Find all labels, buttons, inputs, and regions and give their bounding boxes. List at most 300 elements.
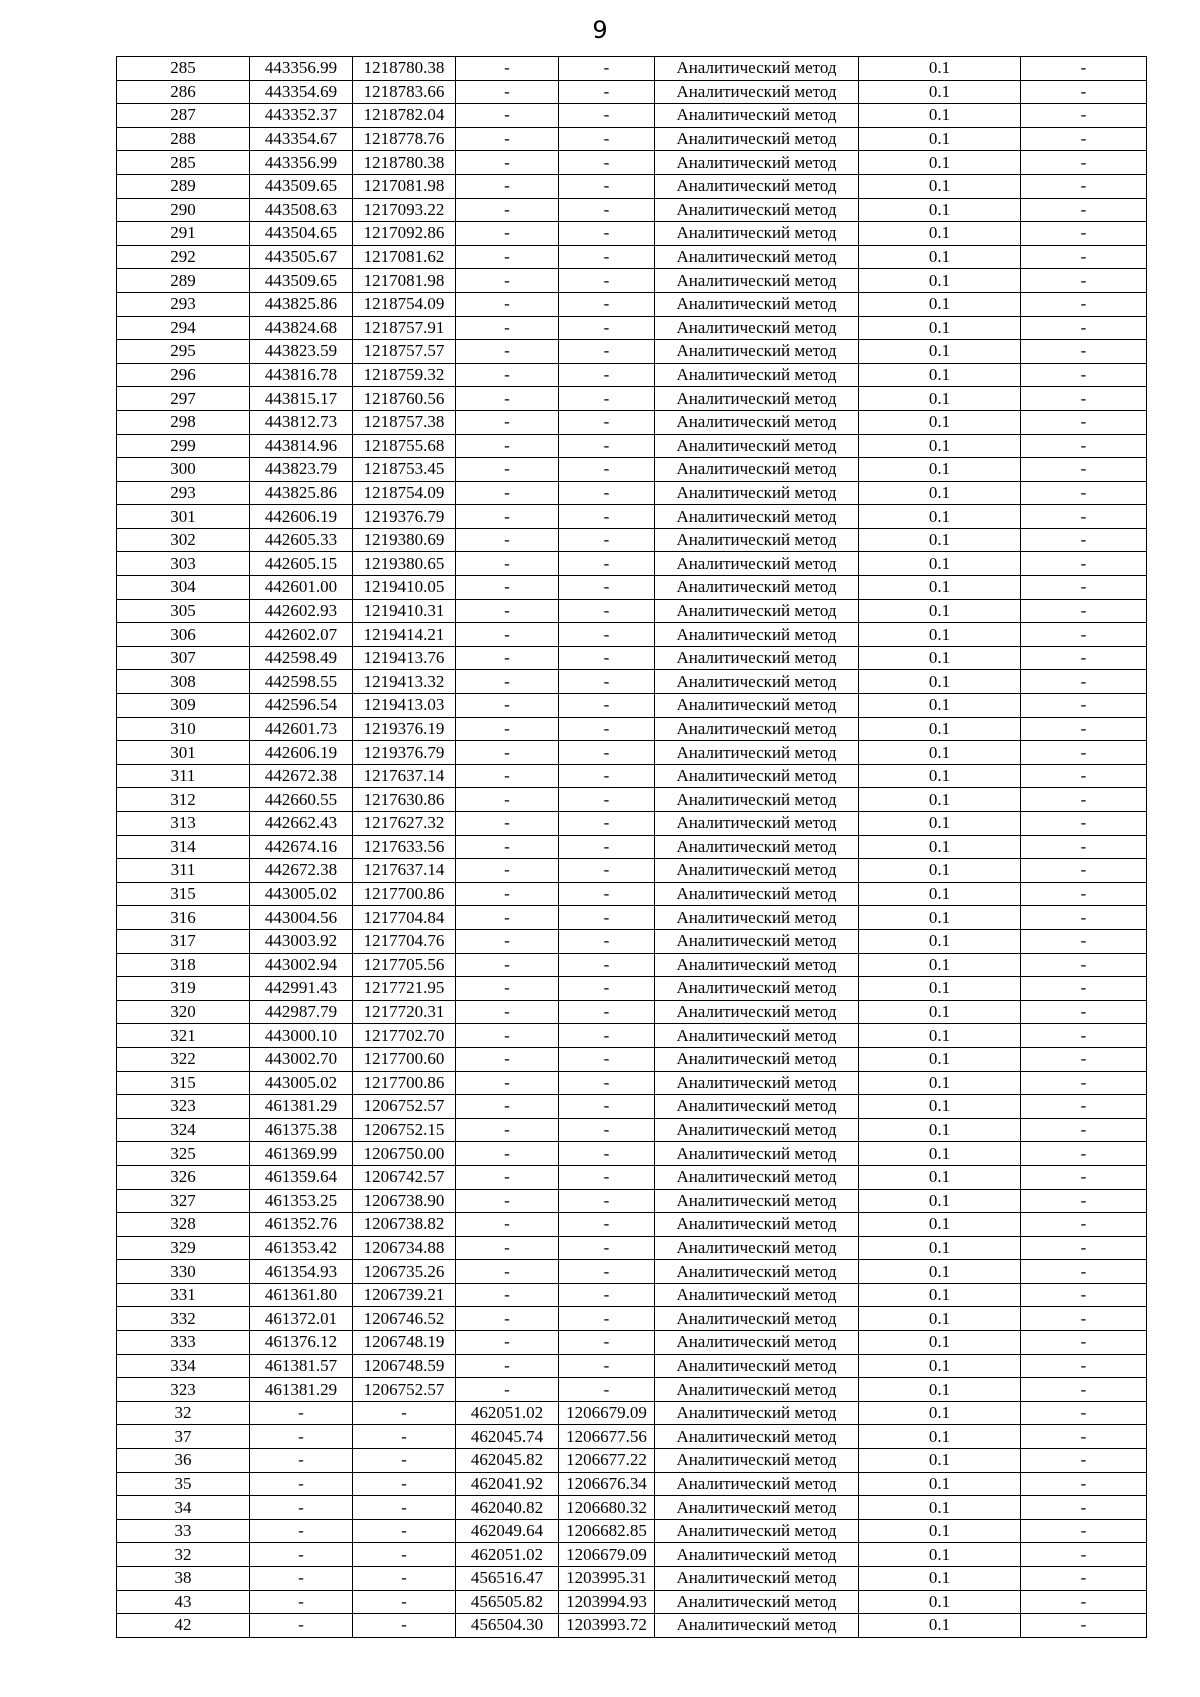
accuracy-cell: 0.1 [859, 505, 1021, 529]
x-new-cell: - [456, 410, 559, 434]
table-row [117, 1213, 1147, 1237]
description-cell: - [1021, 1449, 1147, 1473]
y-existing-cell: 1206738.82 [353, 1213, 456, 1237]
y-existing-cell: 1219413.76 [353, 646, 456, 670]
point-number-cell: 300 [117, 458, 250, 482]
y-new-cell: - [559, 953, 655, 977]
accuracy-cell: 0.1 [859, 1472, 1021, 1496]
description-cell: - [1021, 363, 1147, 387]
point-number-cell: 42 [117, 1614, 250, 1638]
point-number-cell: 291 [117, 222, 250, 246]
x-new-cell: - [456, 741, 559, 765]
y-new-cell: - [559, 576, 655, 600]
method-cell: Аналитический метод [655, 670, 859, 694]
x-new-cell: - [456, 788, 559, 812]
accuracy-cell: 0.1 [859, 977, 1021, 1001]
point-number-cell: 311 [117, 859, 250, 883]
table-row [117, 1189, 1147, 1213]
y-existing-cell: 1219413.32 [353, 670, 456, 694]
accuracy-cell: 0.1 [859, 646, 1021, 670]
description-cell: - [1021, 1472, 1147, 1496]
x-existing-cell: 443508.63 [250, 198, 353, 222]
accuracy-cell: 0.1 [859, 599, 1021, 623]
y-new-cell: - [559, 127, 655, 151]
point-number-cell: 286 [117, 80, 250, 104]
description-cell: - [1021, 1189, 1147, 1213]
method-cell: Аналитический метод [655, 717, 859, 741]
accuracy-cell: 0.1 [859, 1378, 1021, 1402]
table-row [117, 1118, 1147, 1142]
table-row [117, 434, 1147, 458]
x-new-cell: - [456, 316, 559, 340]
y-existing-cell: 1217093.22 [353, 198, 456, 222]
method-cell: Аналитический метод [655, 1165, 859, 1189]
accuracy-cell: 0.1 [859, 434, 1021, 458]
y-existing-cell: 1206742.57 [353, 1165, 456, 1189]
accuracy-cell: 0.1 [859, 1425, 1021, 1449]
description-cell: - [1021, 410, 1147, 434]
table-row [117, 599, 1147, 623]
y-existing-cell: 1206738.90 [353, 1189, 456, 1213]
y-new-cell: - [559, 929, 655, 953]
table-row [117, 127, 1147, 151]
y-existing-cell: 1217704.84 [353, 906, 456, 930]
x-existing-cell: 442602.93 [250, 599, 353, 623]
method-cell: Аналитический метод [655, 1614, 859, 1638]
x-new-cell: - [456, 1331, 559, 1355]
description-cell: - [1021, 599, 1147, 623]
point-number-cell: 323 [117, 1095, 250, 1119]
x-existing-cell: 461353.42 [250, 1236, 353, 1260]
x-existing-cell: - [250, 1496, 353, 1520]
method-cell: Аналитический метод [655, 1189, 859, 1213]
x-existing-cell: 443825.86 [250, 292, 353, 316]
x-existing-cell: 461381.57 [250, 1354, 353, 1378]
point-number-cell: 35 [117, 1472, 250, 1496]
y-new-cell: 1203995.31 [559, 1567, 655, 1591]
description-cell: - [1021, 198, 1147, 222]
x-new-cell: - [456, 906, 559, 930]
x-new-cell: 456505.82 [456, 1590, 559, 1614]
point-number-cell: 302 [117, 528, 250, 552]
accuracy-cell: 0.1 [859, 222, 1021, 246]
method-cell: Аналитический метод [655, 387, 859, 411]
y-new-cell: - [559, 410, 655, 434]
x-new-cell: - [456, 245, 559, 269]
x-existing-cell: 442672.38 [250, 859, 353, 883]
x-existing-cell: 442601.00 [250, 576, 353, 600]
y-existing-cell: - [353, 1401, 456, 1425]
table-row [117, 694, 1147, 718]
y-new-cell: - [559, 245, 655, 269]
x-existing-cell: 443823.79 [250, 458, 353, 482]
y-existing-cell: 1219410.31 [353, 599, 456, 623]
x-existing-cell: 443352.37 [250, 104, 353, 128]
point-number-cell: 285 [117, 151, 250, 175]
accuracy-cell: 0.1 [859, 1213, 1021, 1237]
description-cell: - [1021, 1331, 1147, 1355]
x-new-cell: - [456, 1165, 559, 1189]
y-existing-cell: - [353, 1567, 456, 1591]
method-cell: Аналитический метод [655, 57, 859, 81]
description-cell: - [1021, 741, 1147, 765]
x-new-cell: - [456, 363, 559, 387]
x-new-cell: - [456, 528, 559, 552]
method-cell: Аналитический метод [655, 1047, 859, 1071]
method-cell: Аналитический метод [655, 1213, 859, 1237]
table-row [117, 906, 1147, 930]
point-number-cell: 318 [117, 953, 250, 977]
y-existing-cell: 1217704.76 [353, 929, 456, 953]
method-cell: Аналитический метод [655, 1236, 859, 1260]
table-row [117, 245, 1147, 269]
x-new-cell: 462040.82 [456, 1496, 559, 1520]
method-cell: Аналитический метод [655, 1401, 859, 1425]
x-existing-cell: 443002.70 [250, 1047, 353, 1071]
x-new-cell: - [456, 835, 559, 859]
x-new-cell: 456516.47 [456, 1567, 559, 1591]
x-existing-cell: 461369.99 [250, 1142, 353, 1166]
table-row [117, 764, 1147, 788]
table-row [117, 929, 1147, 953]
accuracy-cell: 0.1 [859, 1236, 1021, 1260]
y-new-cell: - [559, 1283, 655, 1307]
y-existing-cell: 1217700.86 [353, 1071, 456, 1095]
description-cell: - [1021, 174, 1147, 198]
x-existing-cell: - [250, 1590, 353, 1614]
description-cell: - [1021, 151, 1147, 175]
method-cell: Аналитический метод [655, 1142, 859, 1166]
y-existing-cell: 1206752.57 [353, 1095, 456, 1119]
y-new-cell: - [559, 599, 655, 623]
method-cell: Аналитический метод [655, 1472, 859, 1496]
x-new-cell: - [456, 1260, 559, 1284]
x-existing-cell: - [250, 1543, 353, 1567]
method-cell: Аналитический метод [655, 269, 859, 293]
method-cell: Аналитический метод [655, 1567, 859, 1591]
y-new-cell: - [559, 552, 655, 576]
point-number-cell: 327 [117, 1189, 250, 1213]
x-new-cell: - [456, 764, 559, 788]
method-cell: Аналитический метод [655, 340, 859, 364]
accuracy-cell: 0.1 [859, 1543, 1021, 1567]
description-cell: - [1021, 434, 1147, 458]
x-existing-cell: 443005.02 [250, 882, 353, 906]
x-new-cell: - [456, 1189, 559, 1213]
point-number-cell: 312 [117, 788, 250, 812]
accuracy-cell: 0.1 [859, 859, 1021, 883]
description-cell: - [1021, 481, 1147, 505]
point-number-cell: 296 [117, 363, 250, 387]
description-cell: - [1021, 1142, 1147, 1166]
x-new-cell: - [456, 104, 559, 128]
accuracy-cell: 0.1 [859, 528, 1021, 552]
y-new-cell: - [559, 670, 655, 694]
x-new-cell: - [456, 953, 559, 977]
y-existing-cell: 1206750.00 [353, 1142, 456, 1166]
x-existing-cell: 443814.96 [250, 434, 353, 458]
x-new-cell: - [456, 670, 559, 694]
method-cell: Аналитический метод [655, 1543, 859, 1567]
x-existing-cell: 443815.17 [250, 387, 353, 411]
y-existing-cell: 1218757.91 [353, 316, 456, 340]
description-cell: - [1021, 1614, 1147, 1638]
method-cell: Аналитический метод [655, 1590, 859, 1614]
table-row [117, 835, 1147, 859]
method-cell: Аналитический метод [655, 1283, 859, 1307]
method-cell: Аналитический метод [655, 410, 859, 434]
table-row [117, 646, 1147, 670]
table-row [117, 859, 1147, 883]
table-row [117, 410, 1147, 434]
x-new-cell: - [456, 1047, 559, 1071]
x-existing-cell: 443356.99 [250, 57, 353, 81]
method-cell: Аналитический метод [655, 552, 859, 576]
y-new-cell: - [559, 1213, 655, 1237]
point-number-cell: 317 [117, 929, 250, 953]
accuracy-cell: 0.1 [859, 458, 1021, 482]
method-cell: Аналитический метод [655, 245, 859, 269]
table-row [117, 104, 1147, 128]
y-existing-cell: 1217700.60 [353, 1047, 456, 1071]
y-new-cell: - [559, 481, 655, 505]
accuracy-cell: 0.1 [859, 292, 1021, 316]
y-existing-cell: 1206734.88 [353, 1236, 456, 1260]
point-number-cell: 289 [117, 269, 250, 293]
table-row [117, 481, 1147, 505]
x-existing-cell: 443005.02 [250, 1071, 353, 1095]
description-cell: - [1021, 57, 1147, 81]
y-new-cell: - [559, 788, 655, 812]
x-new-cell: - [456, 646, 559, 670]
table-row [117, 1071, 1147, 1095]
description-cell: - [1021, 1024, 1147, 1048]
y-new-cell: 1203993.72 [559, 1614, 655, 1638]
x-existing-cell: - [250, 1401, 353, 1425]
y-existing-cell: 1206746.52 [353, 1307, 456, 1331]
y-new-cell: - [559, 528, 655, 552]
y-existing-cell: - [353, 1449, 456, 1473]
x-new-cell: - [456, 269, 559, 293]
y-new-cell: - [559, 505, 655, 529]
point-number-cell: 309 [117, 694, 250, 718]
description-cell: - [1021, 316, 1147, 340]
y-existing-cell: 1217627.32 [353, 812, 456, 836]
description-cell: - [1021, 1519, 1147, 1543]
x-existing-cell: 443509.65 [250, 269, 353, 293]
x-new-cell: - [456, 623, 559, 647]
accuracy-cell: 0.1 [859, 812, 1021, 836]
table-row [117, 1024, 1147, 1048]
accuracy-cell: 0.1 [859, 1000, 1021, 1024]
y-existing-cell: 1217637.14 [353, 859, 456, 883]
y-new-cell: - [559, 1000, 655, 1024]
accuracy-cell: 0.1 [859, 1024, 1021, 1048]
accuracy-cell: 0.1 [859, 694, 1021, 718]
x-existing-cell: 443354.67 [250, 127, 353, 151]
x-new-cell: - [456, 1118, 559, 1142]
x-existing-cell: 442601.73 [250, 717, 353, 741]
point-number-cell: 292 [117, 245, 250, 269]
x-new-cell: 462051.02 [456, 1401, 559, 1425]
accuracy-cell: 0.1 [859, 1118, 1021, 1142]
method-cell: Аналитический метод [655, 1354, 859, 1378]
accuracy-cell: 0.1 [859, 316, 1021, 340]
x-existing-cell: - [250, 1449, 353, 1473]
x-existing-cell: - [250, 1519, 353, 1543]
x-new-cell: - [456, 127, 559, 151]
y-existing-cell: 1206748.19 [353, 1331, 456, 1355]
x-new-cell: - [456, 1378, 559, 1402]
method-cell: Аналитический метод [655, 1307, 859, 1331]
accuracy-cell: 0.1 [859, 127, 1021, 151]
y-existing-cell: 1218783.66 [353, 80, 456, 104]
accuracy-cell: 0.1 [859, 387, 1021, 411]
x-existing-cell: 443000.10 [250, 1024, 353, 1048]
table-row [117, 1142, 1147, 1166]
description-cell: - [1021, 387, 1147, 411]
y-existing-cell: 1218760.56 [353, 387, 456, 411]
method-cell: Аналитический метод [655, 1071, 859, 1095]
point-number-cell: 297 [117, 387, 250, 411]
description-cell: - [1021, 859, 1147, 883]
table-row [117, 741, 1147, 765]
y-existing-cell: 1218757.57 [353, 340, 456, 364]
x-existing-cell: 442662.43 [250, 812, 353, 836]
table-body [117, 57, 1147, 1638]
y-new-cell: - [559, 387, 655, 411]
x-existing-cell: - [250, 1567, 353, 1591]
y-new-cell: - [559, 717, 655, 741]
point-number-cell: 299 [117, 434, 250, 458]
accuracy-cell: 0.1 [859, 1047, 1021, 1071]
description-cell: - [1021, 222, 1147, 246]
table-row [117, 1401, 1147, 1425]
accuracy-cell: 0.1 [859, 198, 1021, 222]
x-new-cell: - [456, 1307, 559, 1331]
point-number-cell: 43 [117, 1590, 250, 1614]
y-new-cell: - [559, 1354, 655, 1378]
description-cell: - [1021, 505, 1147, 529]
point-number-cell: 285 [117, 57, 250, 81]
x-existing-cell: 442606.19 [250, 505, 353, 529]
x-new-cell: - [456, 198, 559, 222]
description-cell: - [1021, 812, 1147, 836]
accuracy-cell: 0.1 [859, 1189, 1021, 1213]
description-cell: - [1021, 1260, 1147, 1284]
accuracy-cell: 0.1 [859, 410, 1021, 434]
point-number-cell: 311 [117, 764, 250, 788]
y-existing-cell: 1219376.79 [353, 505, 456, 529]
method-cell: Аналитический метод [655, 623, 859, 647]
y-new-cell: 1206682.85 [559, 1519, 655, 1543]
description-cell: - [1021, 646, 1147, 670]
x-new-cell: - [456, 505, 559, 529]
accuracy-cell: 0.1 [859, 788, 1021, 812]
point-number-cell: 289 [117, 174, 250, 198]
accuracy-cell: 0.1 [859, 1496, 1021, 1520]
y-new-cell: - [559, 1378, 655, 1402]
point-number-cell: 313 [117, 812, 250, 836]
x-new-cell: - [456, 57, 559, 81]
description-cell: - [1021, 1283, 1147, 1307]
x-new-cell: 456504.30 [456, 1614, 559, 1638]
method-cell: Аналитический метод [655, 434, 859, 458]
method-cell: Аналитический метод [655, 764, 859, 788]
accuracy-cell: 0.1 [859, 929, 1021, 953]
x-existing-cell: 442605.33 [250, 528, 353, 552]
table-row [117, 363, 1147, 387]
y-existing-cell: 1219413.03 [353, 694, 456, 718]
x-existing-cell: - [250, 1425, 353, 1449]
x-existing-cell: 442596.54 [250, 694, 353, 718]
table-row [117, 174, 1147, 198]
x-new-cell: - [456, 1283, 559, 1307]
y-existing-cell: 1219414.21 [353, 623, 456, 647]
point-number-cell: 301 [117, 741, 250, 765]
table-row [117, 1519, 1147, 1543]
accuracy-cell: 0.1 [859, 151, 1021, 175]
x-new-cell: - [456, 292, 559, 316]
method-cell: Аналитический метод [655, 977, 859, 1001]
x-new-cell: - [456, 458, 559, 482]
table-row [117, 812, 1147, 836]
y-new-cell: - [559, 316, 655, 340]
table-row [117, 576, 1147, 600]
point-number-cell: 295 [117, 340, 250, 364]
method-cell: Аналитический метод [655, 481, 859, 505]
x-existing-cell: 442606.19 [250, 741, 353, 765]
method-cell: Аналитический метод [655, 929, 859, 953]
x-existing-cell: 443823.59 [250, 340, 353, 364]
y-new-cell: 1206677.22 [559, 1449, 655, 1473]
method-cell: Аналитический метод [655, 1519, 859, 1543]
table-row [117, 269, 1147, 293]
y-new-cell: - [559, 104, 655, 128]
y-new-cell: - [559, 906, 655, 930]
table-row [117, 458, 1147, 482]
x-new-cell: - [456, 174, 559, 198]
y-new-cell: - [559, 1260, 655, 1284]
method-cell: Аналитический метод [655, 599, 859, 623]
x-new-cell: - [456, 599, 559, 623]
point-number-cell: 320 [117, 1000, 250, 1024]
method-cell: Аналитический метод [655, 906, 859, 930]
y-existing-cell: 1206752.15 [353, 1118, 456, 1142]
y-new-cell: 1203994.93 [559, 1590, 655, 1614]
point-number-cell: 33 [117, 1519, 250, 1543]
description-cell: - [1021, 458, 1147, 482]
y-existing-cell: 1218753.45 [353, 458, 456, 482]
y-existing-cell: 1217721.95 [353, 977, 456, 1001]
point-number-cell: 298 [117, 410, 250, 434]
point-number-cell: 288 [117, 127, 250, 151]
point-number-cell: 314 [117, 835, 250, 859]
method-cell: Аналитический метод [655, 1425, 859, 1449]
y-new-cell: - [559, 977, 655, 1001]
x-new-cell: - [456, 576, 559, 600]
table-row [117, 1000, 1147, 1024]
accuracy-cell: 0.1 [859, 363, 1021, 387]
method-cell: Аналитический метод [655, 859, 859, 883]
accuracy-cell: 0.1 [859, 1401, 1021, 1425]
method-cell: Аналитический метод [655, 363, 859, 387]
method-cell: Аналитический метод [655, 1024, 859, 1048]
point-number-cell: 37 [117, 1425, 250, 1449]
x-new-cell: - [456, 481, 559, 505]
point-number-cell: 332 [117, 1307, 250, 1331]
y-existing-cell: 1218754.09 [353, 292, 456, 316]
